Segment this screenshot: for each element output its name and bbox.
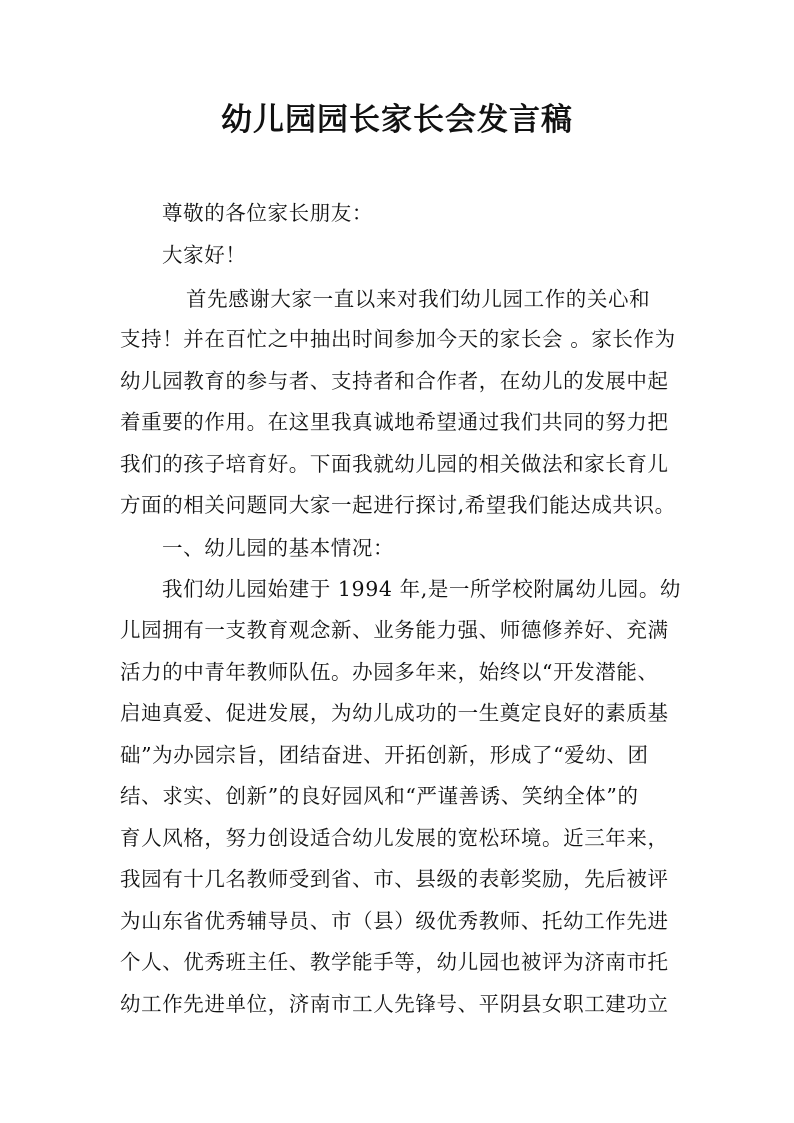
body-line: 为山东省优秀辅导员、市（县）级优秀教师、托幼工作先进 (120, 909, 669, 933)
body-line: 础”为办园宗旨，团结奋进、开拓创新，形成了“爱幼、团 (120, 743, 649, 767)
section-heading: 一、幼儿园的基本情况： (162, 536, 395, 560)
body-line: 我园有十几名教师受到省、市、县级的表彰奖励，先后被评 (120, 867, 669, 891)
body-line: 我们幼儿园始建于 1994 年,是一所学校附属幼儿园。幼 (162, 577, 682, 601)
body-line: 结、求实、创新”的良好园风和“严谨善诱、笑纳全体”的 (120, 784, 639, 808)
greeting-line: 大家好！ (162, 243, 247, 267)
page-title: 幼儿园园长家长会发言稿 (221, 102, 573, 138)
salutation-line: 尊敬的各位家长朋友： (162, 201, 373, 225)
body-line: 我们的孩子培育好。下面我就幼儿园的相关做法和家长育儿 (120, 452, 669, 476)
body-line: 儿园拥有一支教育观念新、业务能力强、师德修养好、充满 (120, 618, 669, 642)
body-line: 幼儿园教育的参与者、支持者和合作者，在幼儿的发展中起 (120, 369, 669, 393)
body-line: 启迪真爱、促进发展，为幼儿成功的一生奠定良好的素质基 (120, 701, 669, 725)
body-line: 方面的相关问题同大家一起进行探讨,希望我们能达成共识。 (120, 493, 676, 517)
body-line: 幼工作先进单位，济南市工人先锋号、平阴县女职工建功立 (120, 992, 669, 1016)
body-line: 着重要的作用。在这里我真诚地希望通过我们共同的努力把 (120, 410, 669, 434)
body-line: 育人风格，努力创设适合幼儿发展的宽松环境。近三年来， (120, 826, 669, 850)
body-line: 活力的中青年教师队伍。办园多年来，始终以“开发潜能、 (120, 660, 659, 684)
body-line: 支持！并在百忙之中抽出时间参加今天的家长会 。家长作为 (120, 327, 676, 351)
body-line: 首先感谢大家一直以来对我们幼儿园工作的关心和 (186, 287, 651, 311)
body-line: 个人、优秀班主任、教学能手等，幼儿园也被评为济南市托 (120, 950, 669, 974)
